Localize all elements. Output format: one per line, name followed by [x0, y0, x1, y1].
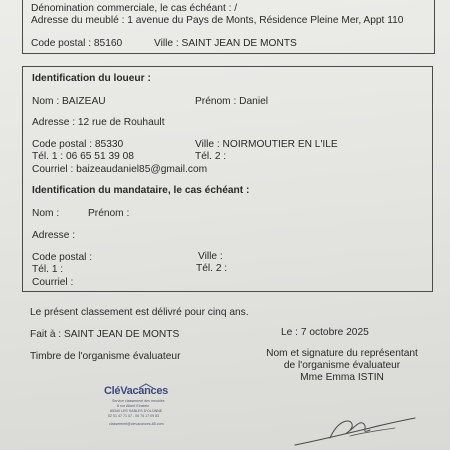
- owner-city: Ville : NOIRMOUTIER EN L'ILE: [195, 139, 338, 150]
- owner-heading: Identification du loueur :: [32, 73, 151, 84]
- agent-heading: Identification du mandataire, le cas échéant :: [32, 185, 250, 196]
- stamp-line-4: 02 51 47 71 07 - 06 75 17 09 83: [108, 414, 160, 418]
- stamp-line-2: 8 rue Albert Einstein: [117, 404, 150, 408]
- owner-first-name: Prénom : Daniel: [195, 96, 269, 107]
- validity-statement: Le présent classement est délivré pour cinq ans.: [30, 307, 249, 318]
- owner-address: Adresse : 12 rue de Rouhault: [32, 117, 165, 128]
- issued-at: Fait à : SAINT JEAN DE MONTS: [30, 329, 180, 340]
- owner-postal-code: Code postal : 85330: [32, 139, 124, 150]
- agent-email: Courriel :: [32, 277, 74, 288]
- owner-email: Courriel : baizeaudaniel85@gmail.com: [32, 164, 208, 175]
- issue-date: Le : 7 octobre 2025: [281, 327, 369, 338]
- property-city: Ville : SAINT JEAN DE MONTS: [154, 38, 297, 49]
- commercial-name-line: Dénomination commerciale, le cas échéant : /: [31, 3, 238, 14]
- agent-last-name: Nom :: [32, 208, 60, 219]
- owner-phone-2: Tél. 2 :: [195, 151, 227, 162]
- agent-city: Ville :: [198, 251, 223, 262]
- property-postal-code: Code postal : 85160: [31, 38, 123, 49]
- handwritten-signature: [290, 410, 430, 450]
- agent-first-name: Prénom :: [88, 208, 130, 219]
- stamp-line-5: classement@clevacances-85.com: [109, 422, 164, 426]
- stamp-line-3: 85340 LES SABLES D'OLONNE: [110, 409, 163, 413]
- agent-postal-code: Code postal :: [32, 252, 93, 263]
- property-address-line: Adresse du meublé : 1 avenue du Pays de Monts, Résidence Pleine Mer, Appt 110: [31, 15, 404, 26]
- owner-phone-1: Tél. 1 : 06 65 51 39 08: [32, 151, 134, 162]
- owner-last-name: Nom : BAIZEAU: [32, 96, 106, 107]
- stamp-line-1: Service classement des meublés: [112, 399, 165, 403]
- stamp-brand: CléVacances: [104, 385, 168, 397]
- stamp-label: Timbre de l'organisme évaluateur: [30, 351, 181, 362]
- agent-address: Adresse :: [32, 230, 76, 241]
- signature-label-2: de l'organisme évaluateur: [283, 360, 401, 371]
- signature-label-1: Nom et signature du représentant: [266, 348, 418, 359]
- agent-phone-1: Tél. 1 :: [32, 264, 64, 275]
- agent-phone-2: Tél. 2 :: [196, 263, 228, 274]
- representative-name: Mme Emma ISTIN: [300, 372, 384, 383]
